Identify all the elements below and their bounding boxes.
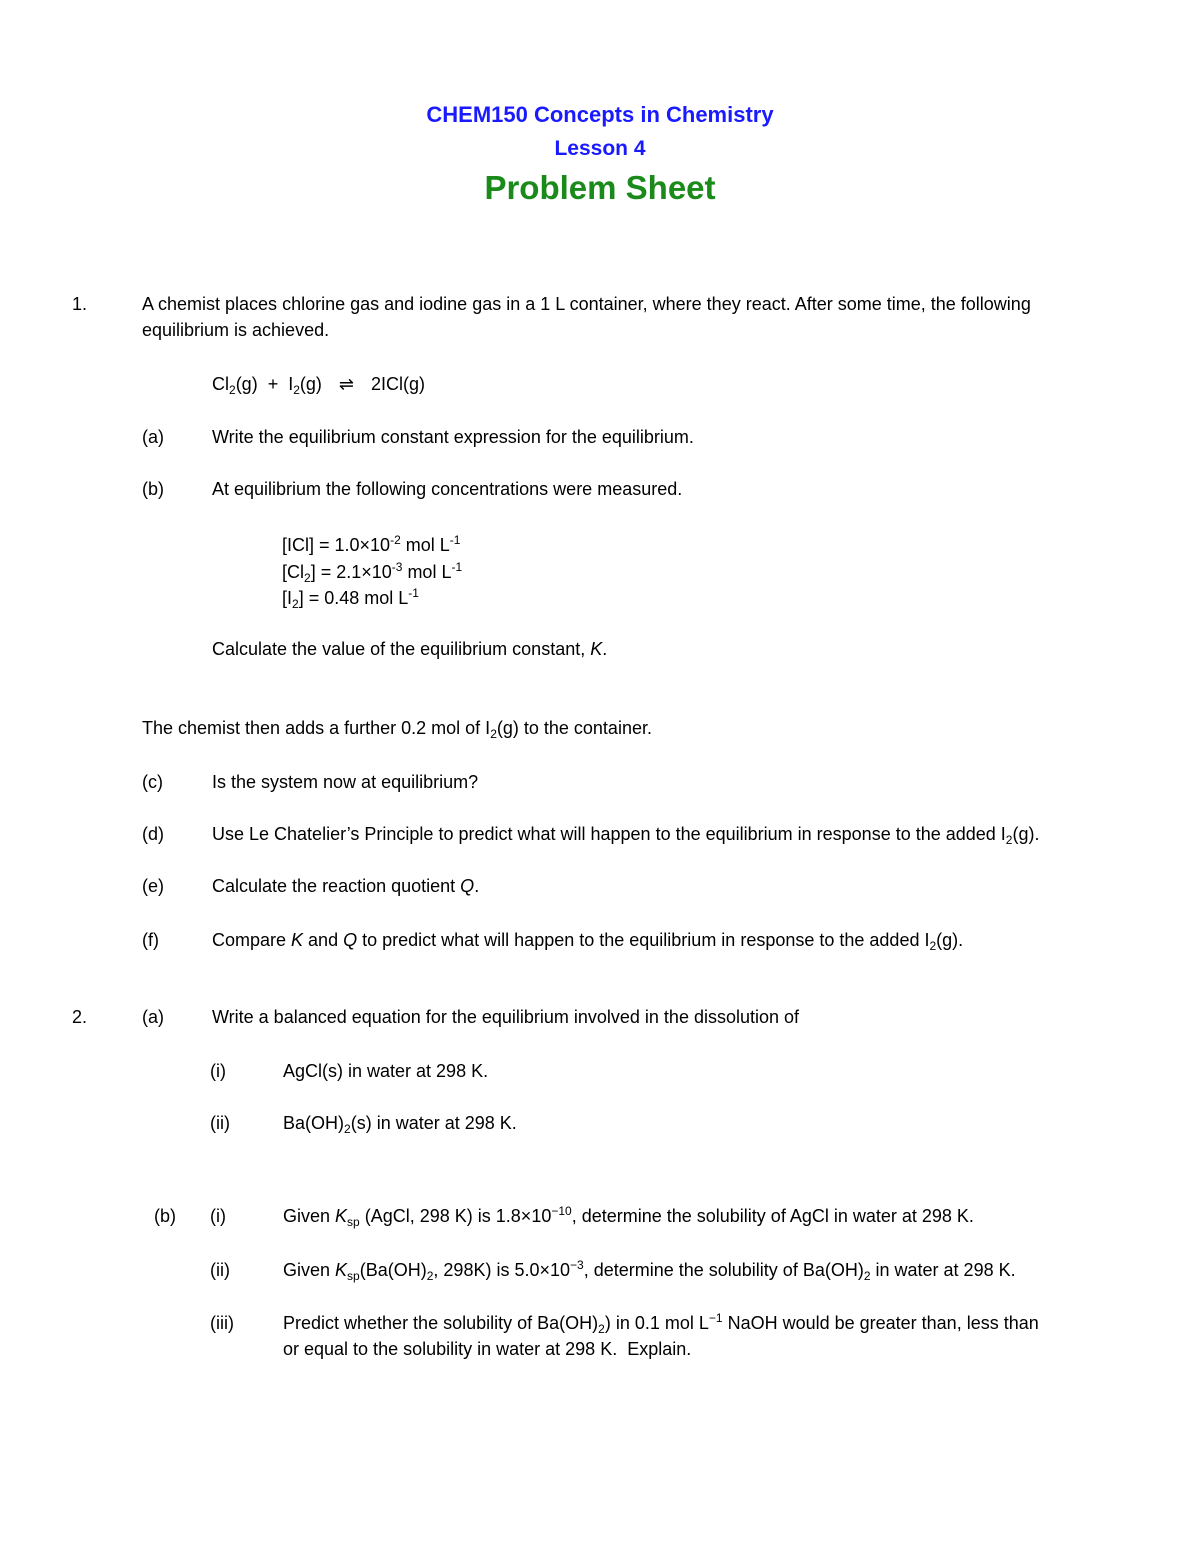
lesson-title: Lesson 4: [554, 137, 646, 160]
concentration-i2: $[I_2] = 0.48$ mol $L^{-1}$: [282, 586, 419, 611]
part-1f-label: (f): [142, 930, 159, 950]
part-1d-label: (d): [142, 824, 164, 844]
part-2b-i-text: Given $K_{sp}$ (AgCl, 298 K) is $1.8\times 10^{-10}$, determine the solubility of AgCl in water at 298 K.: [283, 1204, 974, 1229]
concentration-cl2: $[Cl_2] = 2.1\times 10^{-3}$ mol $L^{-1}$: [282, 560, 463, 585]
page-title: Problem Sheet: [484, 169, 716, 206]
course-title: CHEM150 Concepts in Chemistry: [426, 102, 774, 127]
part-1f-text: Compare K and Q to predict what will happen to the equilibrium in response to the added $I_2(g)$.: [212, 930, 964, 953]
question-1-intro-line-2: equilibrium is achieved.: [142, 320, 330, 340]
part-1d-text: Use Le Chatelier’s Principle to predict what will happen to the equilibrium in response to the added $I_2(g)$.: [212, 824, 1040, 847]
part-1e-text: Calculate the reaction quotient Q.: [212, 876, 480, 896]
part-2b-i-label: (i): [210, 1206, 226, 1226]
part-2a-ii-label: (ii): [210, 1113, 230, 1133]
part-2a-text: Write a balanced equation for the equilibrium involved in the dissolution of: [212, 1007, 800, 1027]
part-2a-i-label: (i): [210, 1061, 226, 1081]
equilibrium-equation: $Cl_2(g) + I_2(g)$ ⇌ 2ICl(g): [212, 374, 426, 397]
part-1b-label: (b): [142, 479, 164, 499]
part-2b-iii-label: (iii): [210, 1313, 234, 1333]
part-1b-text: At equilibrium the following concentrations were measured.: [212, 479, 683, 499]
part-2a-label: (a): [142, 1007, 164, 1027]
part-1c-label: (c): [142, 772, 163, 792]
equilibrium-arrow-icon: ⇌: [338, 374, 354, 394]
part-2b-ii-label: (ii): [210, 1260, 230, 1280]
part-2b-ii-text: Given $K_{sp}(Ba(OH)_2$, 298K) is $5.0\times 10^{-3}$, determine the solubility of $Ba(OH)_2$ in water at 298 K.: [283, 1258, 1016, 1283]
calculate-k-text: Calculate the value of the equilibrium constant, K.: [212, 639, 608, 659]
concentration-icl: $[ICl] = 1.0\times 10^{-2}$ mol $L^{-1}$: [282, 533, 461, 555]
question-1-number: 1.: [72, 294, 88, 314]
part-1a-text: Write the equilibrium constant expression for the equilibrium.: [212, 427, 694, 447]
part-2b-iii-text-line-1: Predict whether the solubility of $Ba(OH)_2$) in 0.1 mol $L^{-1}$ NaOH would be greater than, less than: [283, 1311, 1039, 1336]
part-1e-label: (e): [142, 876, 164, 896]
question-2-number: 2.: [72, 1007, 88, 1027]
part-2a-ii-text: $Ba(OH)_2(s)$ in water at 298 K.: [283, 1113, 517, 1136]
question-1-intro-line-1: A chemist places chlorine gas and iodine gas in a 1 L container, where they react. After some time, the following: [142, 294, 1031, 314]
part-1c-text: Is the system now at equilibrium?: [212, 772, 479, 792]
part-2b-label: (b): [154, 1206, 176, 1226]
part-1a-label: (a): [142, 427, 164, 447]
part-2b-iii-text-line-2: or equal to the solubility in water at 298 K. Explain.: [283, 1339, 692, 1359]
part-2a-i-text: AgCl(s) in water at 298 K.: [283, 1061, 489, 1081]
adds-iodine-text: The chemist then adds a further 0.2 mol of $I_2(g)$ to the container.: [142, 718, 652, 741]
